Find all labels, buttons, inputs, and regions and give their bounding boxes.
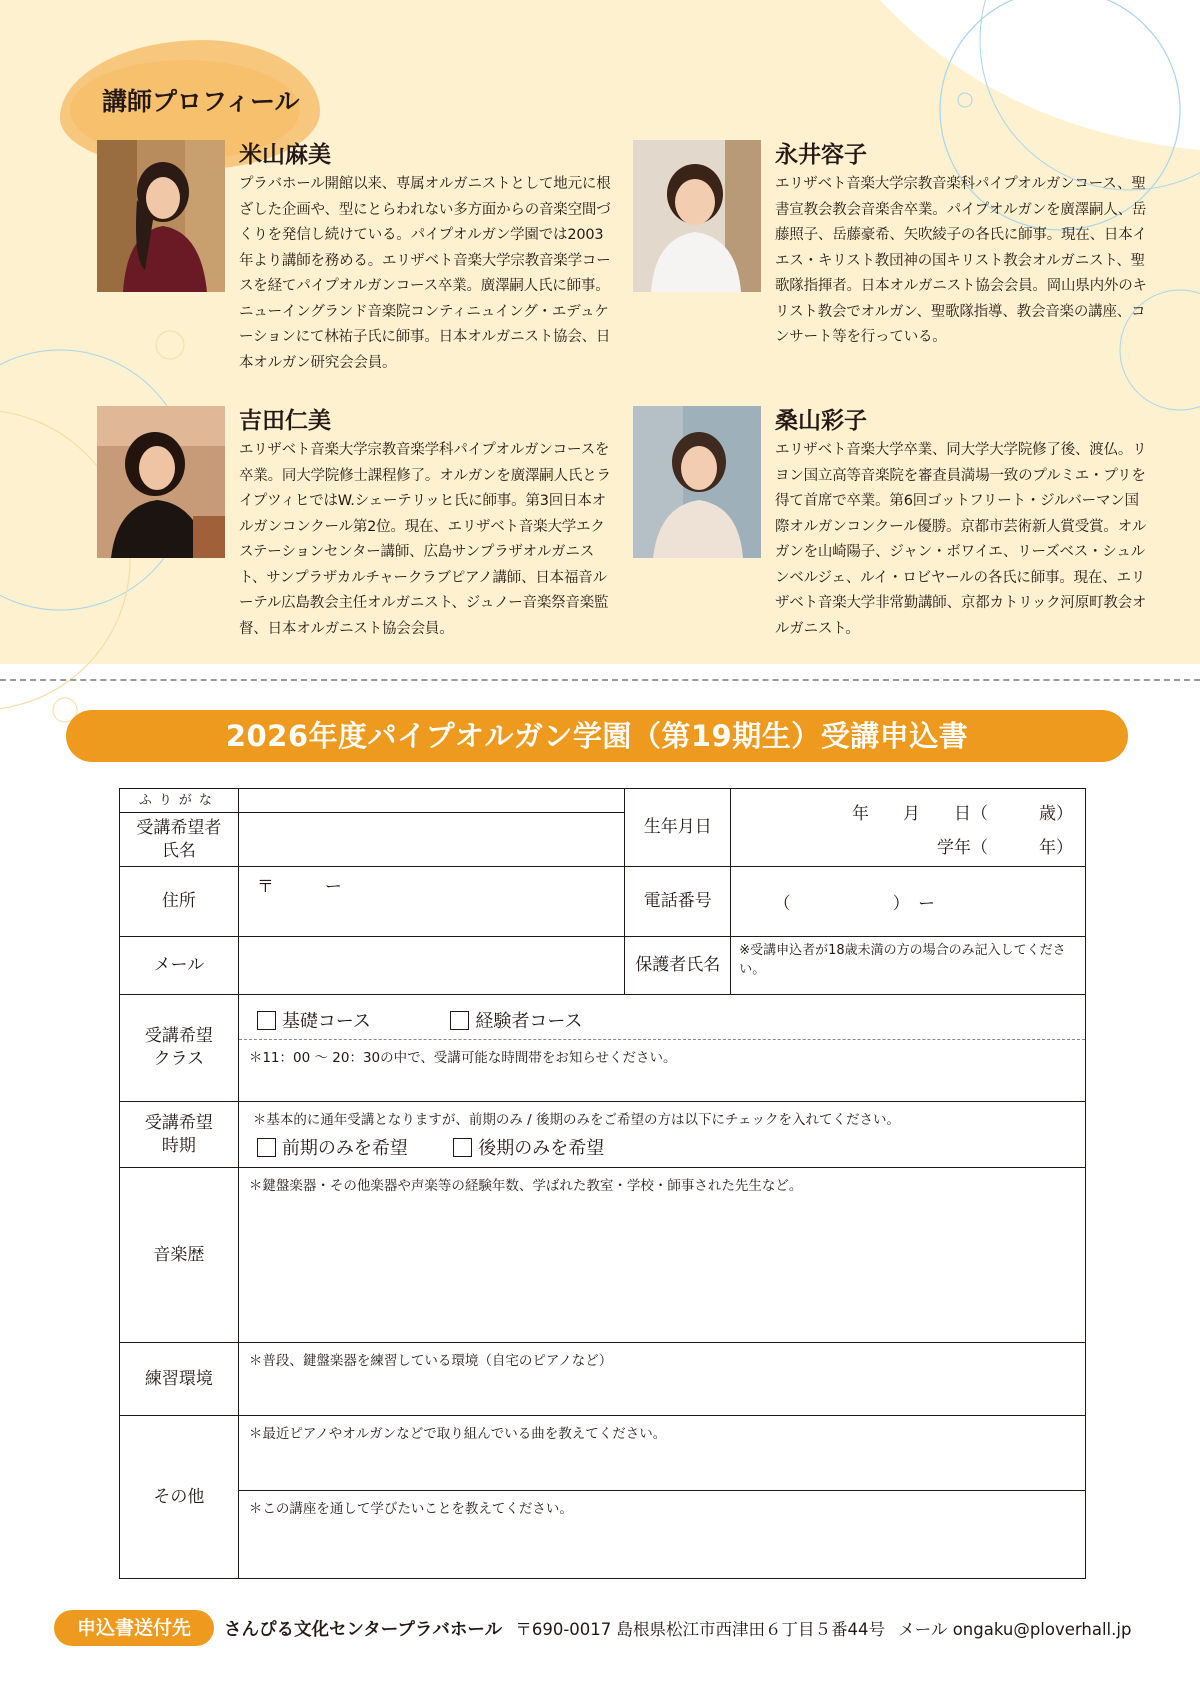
profile-section-title: 講師プロフィール — [102, 87, 300, 116]
submission-address — [224, 1616, 1131, 1641]
application-form — [119, 788, 1086, 1579]
phone-template: （ ） ー — [773, 894, 936, 914]
other-label: その他 — [120, 1416, 239, 1579]
music-history-note: ＊鍵盤楽器・その他楽器や声楽等の経験年数、学ばれた教室・学校・師事された先生など。 — [248, 1178, 803, 1194]
period-option-second-half[interactable]: 後期のみを希望 — [453, 1138, 604, 1159]
practice-env-note: ＊普段、鍵盤楽器を練習している環境（自宅のピアノなど） — [248, 1353, 613, 1369]
period-note: ＊基本的に通年受講となりますが、前期のみ / 後期のみをご希望の方は以下にチェックを入れてください。 — [252, 1112, 901, 1128]
music-history-label: 音楽歴 — [120, 1168, 239, 1343]
form-title: 2026年度パイプオルガン学園（第19期生）受講申込書 — [66, 710, 1128, 762]
email-label: メール — [120, 937, 239, 995]
submission-address-badge: 申込書送付先 — [54, 1610, 214, 1646]
music-history-field[interactable] — [238, 1168, 1085, 1343]
practice-env-field[interactable] — [238, 1343, 1085, 1416]
email-field[interactable] — [238, 937, 625, 995]
instructor-name: 桑山彩子 — [775, 408, 867, 434]
applicant-name-field[interactable] — [238, 813, 625, 867]
class-option-basic[interactable]: 基礎コース — [257, 1011, 371, 1032]
period-options — [253, 1128, 1085, 1160]
cut-line — [0, 679, 1200, 681]
period-option-first-half[interactable]: 前期のみを希望 — [257, 1138, 408, 1159]
guardian-field[interactable] — [731, 937, 1086, 995]
instructor-photo — [97, 140, 225, 292]
checkbox-icon[interactable] — [257, 1138, 276, 1157]
phone-field[interactable] — [731, 867, 1086, 937]
organization-name: さんぴる文化センタープラバホール — [224, 1620, 503, 1640]
postal-address: 〒690-0017 島根県松江市西津田６丁目５番44号 — [515, 1620, 886, 1639]
instructor-bio: エリザベト音楽大学宗教音楽学科パイプオルガンコースを卒業。同大学院修士課程修了。オルガンを廣澤嗣人氏とライプツィヒではW.シェーテリッヒ氏に師事。第3回日本オルガンコンクール第2位。現在、エリザベト音楽大学エクステーションセンター講師、広島サンプラザオルガニスト、サンプラザカルチャークラブピアノ講師、日本福音ルーテル広島教会主任オルガニスト、ジュノー音楽祭音楽監督、日本オルガニスト協会会員。 — [239, 442, 611, 637]
current-pieces-note: ＊最近ピアノやオルガンなどで取り組んでいる曲を教えてください。 — [248, 1426, 667, 1442]
class-options — [239, 995, 1085, 1040]
postal-mark: 〒 ー — [256, 877, 342, 897]
learning-goals-note: ＊この講座を通して学びたいことを教えてください。 — [248, 1501, 573, 1517]
learning-goals-field[interactable] — [238, 1491, 1085, 1579]
instructor-bio: エリザベト音楽大学卒業、同大学大学院修了後、渡仏。リヨン国立高等音楽院を審査員満場一致のプルミエ・プリを得て首席で卒業。第6回ゴットフリート・ジルバーマン国際オルガンコンクール優勝。京都市芸術新人賞受賞。オルガンを山崎陽子、ジャン・ボワイエ、リーズベス・シュルンベルジェ、ルイ・ロビヤールの各氏に師事。現在、エリザベト音楽大学非常勤講師、京都カトリック河原町教会オルガニスト。 — [775, 442, 1147, 637]
contact-email[interactable]: ongaku@ploverhall.jp — [952, 1620, 1132, 1639]
applicant-name-label: 受講希望者 氏名 — [120, 813, 239, 867]
instructor-bio: プラバホール開館以来、専属オルガニストとして地元に根ざした企画や、型にとらわれない多方面からの音楽空間づくりを発信し続けている。パイプオルガン学園では2003年より講師を務める。エリザベト音楽大学宗教音楽学コースを経てパイプオルガンコース卒業。廣澤嗣人氏に師事。ニューイングランド音楽院コンティニュイング・エデュケーションにて林祐子氏に師事。日本オルガニスト協会、日本オルガン研究会会員。 — [239, 176, 611, 371]
period-field — [238, 1102, 1085, 1168]
phone-label: 電話番号 — [625, 867, 731, 937]
email-label: メール — [898, 1620, 948, 1639]
guardian-label: 保護者氏名 — [625, 937, 731, 995]
birth-date-template: 年 月 日（ 歳） — [852, 804, 1073, 824]
class-field — [238, 995, 1085, 1102]
furigana-field[interactable] — [238, 789, 625, 813]
class-option-experienced[interactable]: 経験者コース — [450, 1011, 582, 1032]
instructor-name: 米山麻美 — [239, 142, 331, 168]
instructor-bio: エリザベト音楽大学宗教音楽科パイプオルガンコース、聖書宣教会教会音楽舎卒業。パイプオルガンを廣澤嗣人、岳藤照子、岳藤豪希、矢吹綾子の各氏に師事。現在、日本イエス・キリスト教団神の国キリスト教会オルガニスト、聖歌隊指揮者。日本オルガニスト協会会員。岡山県内外のキリスト教会でオルガン、聖歌隊指導、教会音楽の講座、コンサート等を行っている。 — [775, 176, 1147, 345]
birth-label: 生年月日 — [625, 789, 731, 867]
grade-template: 学年（ 年） — [937, 838, 1073, 858]
instructor-name: 吉田仁美 — [239, 408, 331, 434]
current-pieces-field[interactable] — [238, 1416, 1085, 1491]
period-label: 受講希望 時期 — [120, 1102, 239, 1168]
address-label: 住所 — [120, 867, 239, 937]
instructor-name: 永井容子 — [775, 142, 867, 168]
address-field[interactable] — [238, 867, 625, 937]
furigana-label: ふりがな — [120, 789, 239, 813]
instructor-photo — [633, 406, 761, 558]
checkbox-icon[interactable] — [450, 1011, 469, 1030]
class-time-note: ＊11：00 ～ 20：30の中で、受講可能な時間帯をお知らせください。 — [248, 1050, 677, 1066]
instructor-photo — [633, 140, 761, 292]
class-label: 受講希望 クラス — [120, 995, 239, 1102]
instructor-photo — [97, 406, 225, 558]
checkbox-icon[interactable] — [257, 1011, 276, 1030]
guardian-note: ※受講申込者が18歳未満の方の場合のみ記入してください。 — [739, 943, 1066, 977]
checkbox-icon[interactable] — [453, 1138, 472, 1157]
practice-env-label: 練習環境 — [120, 1343, 239, 1416]
birth-field[interactable] — [731, 789, 1086, 867]
